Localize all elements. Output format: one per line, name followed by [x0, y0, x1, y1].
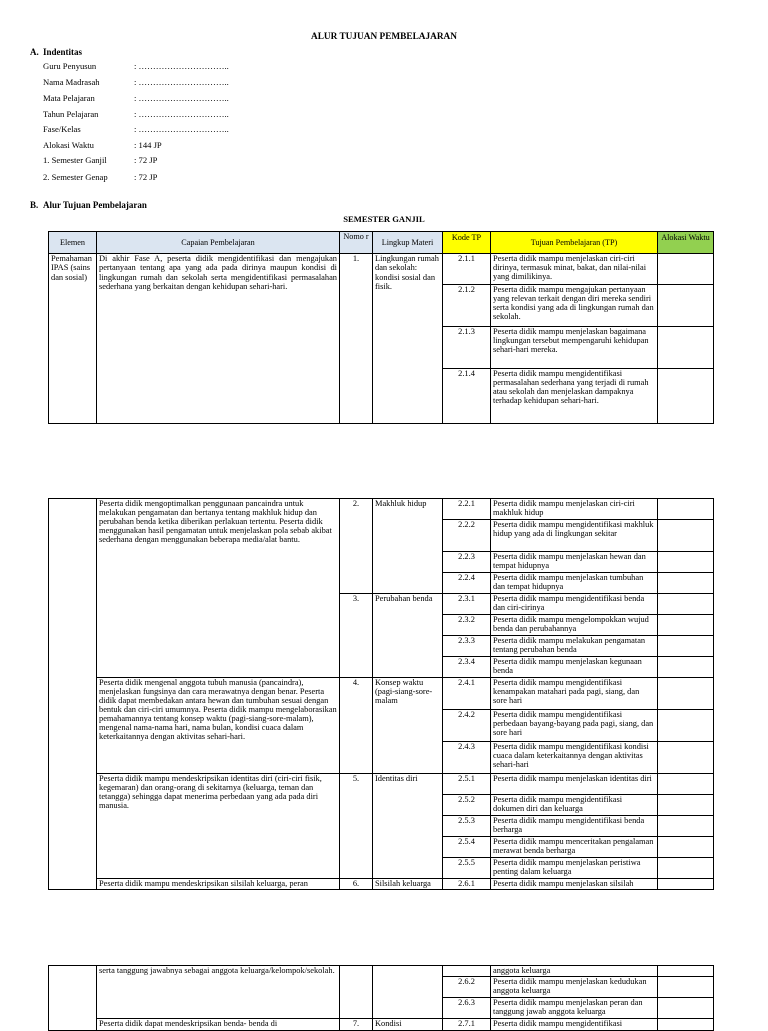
identity-row-mapel — [43, 94, 229, 104]
section-b-title: Alur Tujuan Pembelajaran — [43, 200, 147, 210]
cell-tujuan: Peserta didik mampu mengidentifikasi benda dan ciri-cirinya — [491, 594, 658, 615]
identity-value: : ………………………….. — [134, 61, 229, 71]
cell-tujuan: Peserta didik mampu menjelaskan identitas diri — [491, 774, 658, 795]
cell-tujuan: Peserta didik mampu menceritakan pengalaman merawat benda berharga — [491, 837, 658, 858]
cell-alokasi — [658, 858, 714, 879]
cell-kode-tp: 2.6.3 — [443, 998, 491, 1019]
atp-table-page1 — [48, 231, 714, 424]
cell-capaian: Peserta didik mengenal anggota tubuh manusia (pancaindra), menjelaskan fungsinya dan cara merawatnya dengan benar. Peserta didik dapat membedakan antara hewan dan tumbuhan sesuai dengan bentuk dan ciri-ciri umumnya. Peserta didik mampu mengelaborasikan pemahamannya tentang konsep waktu (pagi-siang-sore-malam), mengenal nama-nama hari, nama bulan, kondisi cuaca dalam keterkaitannya dengan aktivitas sehari-hari. — [97, 678, 340, 774]
header-tujuan: Tujuan Pembelajaran (TP) — [491, 232, 658, 254]
cell-tujuan: Peserta didik mampu menjelaskan tumbuhan dan tempat hidupnya — [491, 573, 658, 594]
cell-nomor: 5. — [340, 774, 373, 879]
cell-tujuan: Peserta didik mampu menjelaskan kedudukan anggota keluarga — [491, 977, 658, 998]
cell-tujuan: Peserta didik mampu menjelaskan ciri-ciri makhluk hidup — [491, 499, 658, 520]
cell-alokasi — [658, 966, 714, 977]
cell-alokasi — [658, 816, 714, 837]
cell-capaian: Peserta didik dapat mendeskripsikan benda- benda di — [97, 1019, 340, 1031]
cell-lingkup: Perubahan benda — [373, 594, 443, 678]
identity-value: : ………………………….. — [134, 77, 229, 87]
cell-capaian: Peserta didik mengoptimalkan penggunaan pancaindra untuk melakukan pengamatan dan bertanya tentang makhluk hidup dan perubahan benda ketika diberikan perlakuan tertentu. Peserta didik menggunakan hasil pengamatan untuk menjelaskan pola sebab akibat sederhana dengan menggunakan beberapa media/alat bantu. — [97, 499, 340, 678]
header-alokasi: Alokasi Waktu — [658, 232, 714, 254]
atp-table-page3 — [48, 965, 714, 1031]
cell-nomor: 3. — [340, 594, 373, 678]
section-a-heading — [30, 47, 82, 57]
cell-nomor: 4. — [340, 678, 373, 774]
section-b-letter: B. — [30, 200, 39, 210]
cell-nomor — [340, 966, 373, 1019]
cell-alokasi — [658, 285, 714, 327]
cell-alokasi — [658, 636, 714, 657]
cell-alokasi — [658, 573, 714, 594]
cell-lingkup: Konsep waktu (pagi-siang-sore-malam — [373, 678, 443, 774]
cell-alokasi — [658, 795, 714, 816]
cell-tujuan: Peserta didik mampu mengidentifikasi permasalahan sederhana yang terjadi di rumah atau sekolah dan menjelaskan dampaknya terhadap kehidupan sehari-hari. — [491, 369, 658, 424]
cell-tujuan: Peserta didik mampu menjelaskan ciri-ciri dirinya, termasuk minat, bakat, dan nilai-nilai yang dimilikinya. — [491, 254, 658, 285]
cell-alokasi — [658, 254, 714, 285]
identity-label: Alokasi Waktu — [43, 140, 94, 150]
cell-capaian: Peserta didik mampu mendeskripsikan silsilah keluarga, peran — [97, 879, 340, 890]
identity-label: 1. Semester Ganjil — [43, 155, 107, 165]
cell-lingkup: Kondisi — [373, 1019, 443, 1031]
cell-kode-tp: 2.5.3 — [443, 816, 491, 837]
cell-alokasi — [658, 594, 714, 615]
cell-tujuan: Peserta didik mampu mengidentifikasi perbedaan bayang-bayang pada pagi, siang, dan sore hari — [491, 710, 658, 742]
cell-kode-tp: 2.5.2 — [443, 795, 491, 816]
cell-tujuan: Peserta didik mampu mengajukan pertanyaan yang relevan terkait dengan diri mereka sendiri serta kondisi yang ada di lingkungan rumah dan sekolah. — [491, 285, 658, 327]
cell-nomor: 1. — [340, 254, 373, 424]
cell-kode-tp: 2.3.4 — [443, 657, 491, 678]
cell-alokasi — [658, 710, 714, 742]
cell-nomor: 6. — [340, 879, 373, 890]
cell-tujuan: Peserta didik mampu menjelaskan hewan dan tempat hidupnya — [491, 552, 658, 573]
identity-value: : 144 JP — [134, 140, 162, 150]
cell-kode-tp: 2.1.4 — [443, 369, 491, 424]
document-title: ALUR TUJUAN PEMBELAJARAN — [310, 32, 457, 42]
identity-row-madrasah — [43, 78, 229, 88]
header-elemen: Elemen — [49, 232, 97, 254]
header-lingkup: Lingkup Materi — [373, 232, 443, 254]
cell-tujuan: Peserta didik mampu menjelaskan bagaimana lingkungan tersebut mempengaruhi kehidupan sehari-hari mereka. — [491, 327, 658, 369]
identity-value: : ………………………….. — [134, 109, 229, 119]
cell-alokasi — [658, 327, 714, 369]
cell-tujuan: Peserta didik mampu menjelaskan peran dan tanggung jawab anggota keluarga — [491, 998, 658, 1019]
cell-alokasi — [658, 520, 714, 552]
section-a-letter: A. — [30, 47, 39, 57]
identity-row-alokasi — [43, 141, 162, 151]
cell-alokasi — [658, 369, 714, 424]
cell-tujuan: Peserta didik mampu menjelaskan kegunaan benda — [491, 657, 658, 678]
cell-alokasi — [658, 998, 714, 1019]
cell-kode-tp: 2.5.4 — [443, 837, 491, 858]
cell-kode-tp: 2.1.2 — [443, 285, 491, 327]
cell-kode-tp: 2.1.3 — [443, 327, 491, 369]
cell-kode-tp: 2.3.2 — [443, 615, 491, 636]
identity-label: Guru Penyusun — [43, 61, 97, 71]
cell-capaian: serta tanggung jawabnya sebagai anggota keluarga/kelompok/sekolah. — [97, 966, 340, 1019]
cell-kode-tp: 2.3.1 — [443, 594, 491, 615]
identity-label: Tahun Pelajaran — [43, 109, 99, 119]
cell-alokasi — [658, 837, 714, 858]
cell-kode-tp: 2.2.4 — [443, 573, 491, 594]
cell-alokasi — [658, 552, 714, 573]
semester-title: SEMESTER GANJIL — [343, 214, 425, 224]
cell-tujuan: Peserta didik mampu mengidentifikasi benda berharga — [491, 816, 658, 837]
cell-tujuan: Peserta didik mampu menjelaskan peristiwa penting dalam keluarga — [491, 858, 658, 879]
cell-kode-tp: 2.5.5 — [443, 858, 491, 879]
cell-kode-tp: 2.4.3 — [443, 742, 491, 774]
section-b-heading — [30, 200, 147, 210]
identity-value: : ………………………….. — [134, 124, 229, 134]
cell-alokasi — [658, 879, 714, 890]
cell-tujuan: Peserta didik mampu mengidentifikasi kondisi cuaca dalam keterkaitannya dengan aktivitas sehari-hari — [491, 742, 658, 774]
header-capaian: Capaian Pembelajaran — [97, 232, 340, 254]
cell-lingkup — [373, 966, 443, 1019]
cell-lingkup: Identitas diri — [373, 774, 443, 879]
header-kode-tp: Kode TP — [443, 232, 491, 254]
cell-lingkup: Silsilah keluarga — [373, 879, 443, 890]
cell-alokasi — [658, 742, 714, 774]
identity-row-genap — [43, 173, 157, 183]
cell-tujuan: Peserta didik mampu mengidentifikasi kenampakan matahari pada pagi, siang, dan sore hari — [491, 678, 658, 710]
atp-table-page2 — [48, 498, 714, 890]
cell-tujuan: Peserta didik mampu mengidentifikasi — [491, 1019, 658, 1031]
cell-tujuan: Peserta didik mampu mengidentifikasi makhluk hidup yang ada di lingkungan sekitar — [491, 520, 658, 552]
cell-elemen — [49, 966, 97, 1031]
cell-tujuan: Peserta didik mampu mengelompokkan wujud benda dan perubahannya — [491, 615, 658, 636]
cell-kode-tp: 2.1.1 — [443, 254, 491, 285]
cell-alokasi — [658, 615, 714, 636]
cell-tujuan: Peserta didik mampu mengidentifikasi dokumen diri dan keluarga — [491, 795, 658, 816]
cell-kode-tp — [443, 966, 491, 977]
cell-nomor: 2. — [340, 499, 373, 594]
cell-lingkup: Lingkungan rumah dan sekolah: kondisi sosial dan fisik. — [373, 254, 443, 424]
identity-label: Nama Madrasah — [43, 77, 100, 87]
identity-row-guru — [43, 62, 229, 72]
cell-kode-tp: 2.4.1 — [443, 678, 491, 710]
identity-row-fase — [43, 125, 229, 135]
cell-kode-tp: 2.3.3 — [443, 636, 491, 657]
cell-capaian: Peserta didik mampu mendeskripsikan identitas diri (ciri-ciri fisik, kegemaran) dan orang-orang di sekitarnya (keluarga, teman dan tetangga) sehingga dapat menerima perbedaan yang ada pada diri manusia. — [97, 774, 340, 879]
identity-label: 2. Semester Genap — [43, 172, 108, 182]
cell-tujuan: anggota keluarga — [491, 966, 658, 977]
cell-tujuan: Peserta didik mampu melakukan pengamatan tentang perubahan benda — [491, 636, 658, 657]
cell-alokasi — [658, 499, 714, 520]
identity-label: Fase/Kelas — [43, 124, 81, 134]
cell-kode-tp: 2.6.2 — [443, 977, 491, 998]
cell-kode-tp: 2.5.1 — [443, 774, 491, 795]
cell-kode-tp: 2.2.2 — [443, 520, 491, 552]
identity-row-tahun — [43, 110, 229, 120]
cell-elemen — [49, 499, 97, 890]
cell-tujuan: Peserta didik mampu menjelaskan silsilah — [491, 879, 658, 890]
cell-kode-tp: 2.4.2 — [443, 710, 491, 742]
cell-kode-tp: 2.2.1 — [443, 499, 491, 520]
cell-alokasi — [658, 977, 714, 998]
cell-kode-tp: 2.6.1 — [443, 879, 491, 890]
identity-value: : 72 JP — [134, 155, 158, 165]
identity-label: Mata Pelajaran — [43, 93, 95, 103]
cell-alokasi — [658, 774, 714, 795]
cell-alokasi — [658, 678, 714, 710]
cell-nomor: 7. — [340, 1019, 373, 1031]
cell-alokasi — [658, 657, 714, 678]
cell-lingkup: Makhluk hidup — [373, 499, 443, 594]
section-a-title: Indentitas — [43, 47, 83, 57]
cell-kode-tp: 2.7.1 — [443, 1019, 491, 1031]
cell-elemen: Pemahaman IPAS (sains dan sosial) — [49, 254, 97, 424]
header-nomor: Nomo r — [340, 232, 373, 254]
identity-value: : 72 JP — [134, 172, 158, 182]
identity-value: : ………………………….. — [134, 93, 229, 103]
cell-kode-tp: 2.2.3 — [443, 552, 491, 573]
cell-capaian: Di akhir Fase A, peserta didik mengidentifikasi dan mengajukan pertanyaan tentang apa yang ada pada dirinya maupun kondisi di lingkungan rumah dan sekolah serta mengidentifikasi permasalahan sederhana yang berkaitan dengan kehidupan sehari-hari. — [97, 254, 340, 424]
cell-alokasi — [658, 1019, 714, 1031]
identity-row-ganjil — [43, 156, 157, 166]
